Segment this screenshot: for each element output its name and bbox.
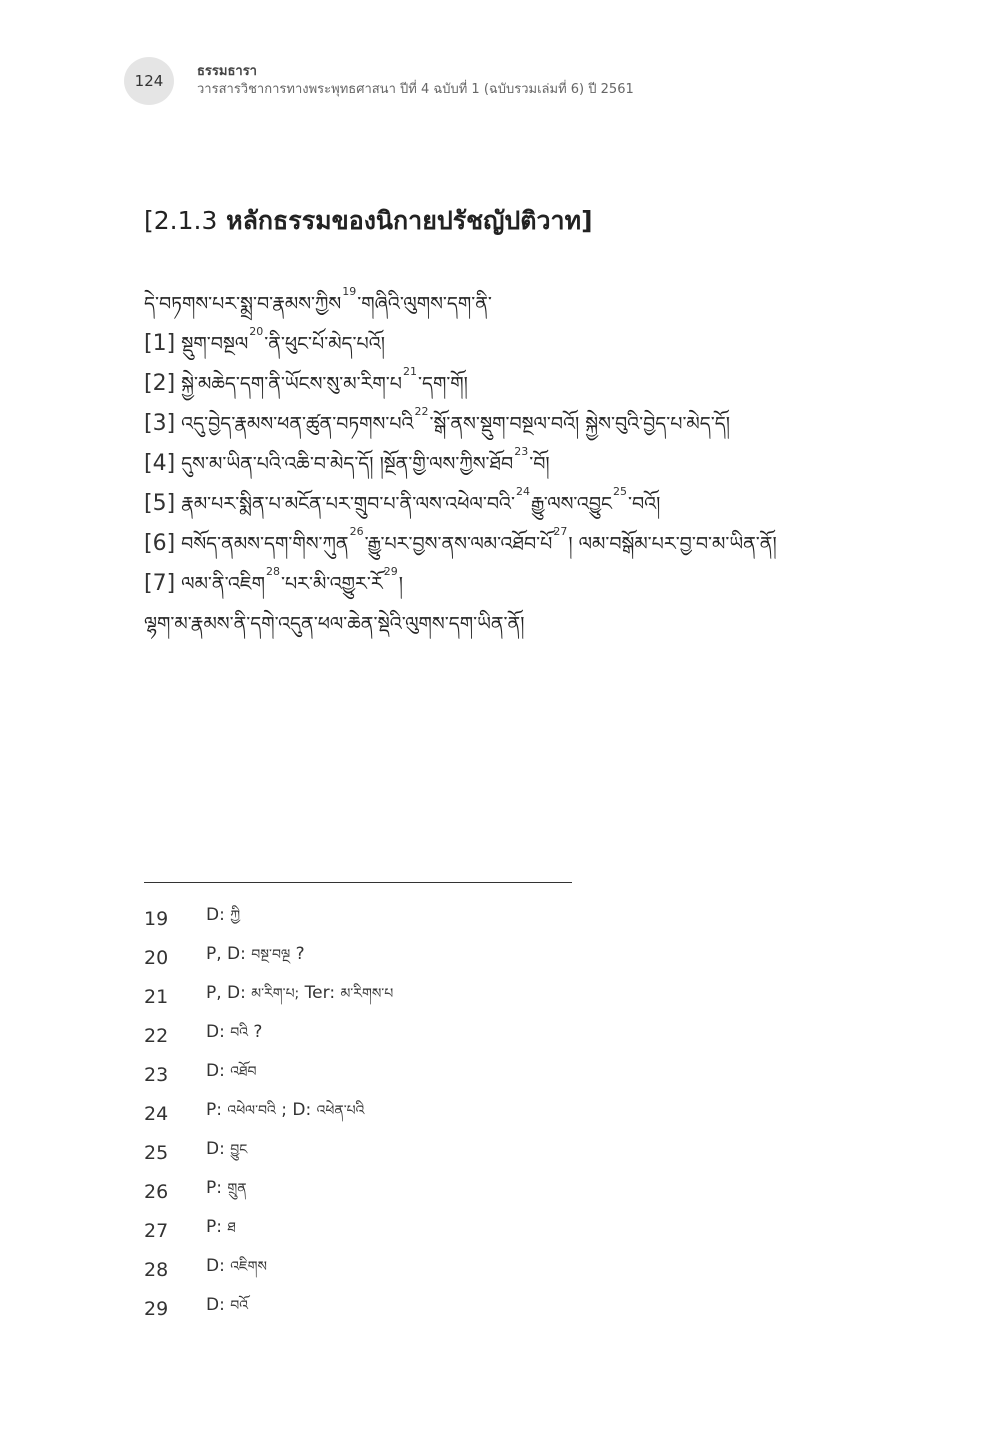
footnote-ref: 26 — [349, 525, 364, 538]
footnote-label: P, D: — [206, 982, 246, 1003]
text: དེ་བཏགས་པར་སྨྲ་བ་རྣམས་ཀྱིས — [144, 293, 342, 315]
body-line-7 — [144, 564, 864, 604]
text: ་གཞིའི་ལུགས་དག་ནི་ — [357, 293, 492, 315]
footnote-text: བྱུང — [230, 1141, 248, 1158]
footnote-ref: 22 — [414, 405, 429, 418]
footnote-number: 20 — [144, 946, 169, 969]
footnote-label: D: — [206, 1060, 225, 1081]
footnote — [144, 899, 393, 938]
footnote-suffix: ? — [248, 1021, 263, 1042]
footnote-number: 19 — [144, 907, 169, 930]
footnote-number: 28 — [144, 1258, 169, 1281]
footnote-divider — [144, 882, 572, 883]
body-line-4 — [144, 444, 864, 484]
text: ་བོ། — [529, 453, 550, 475]
body-line-6 — [144, 524, 864, 564]
section-title: หลักธรรมของนิกายปรัชญัปติวาท] — [226, 206, 593, 235]
body-line-5 — [144, 484, 864, 524]
footnote — [144, 1016, 393, 1055]
footnote-text: ཀྱི — [230, 907, 241, 924]
footnote-text: བའི — [230, 1024, 249, 1041]
footnote-number: 22 — [144, 1024, 169, 1047]
footnote-label: D: — [206, 1021, 225, 1042]
footnote-ref: 24 — [515, 485, 530, 498]
footnote-ref: 23 — [514, 445, 529, 458]
footnote-text: བའོ — [230, 1297, 249, 1314]
text: བསོད་ནམས་དག་གིས་ཀུན — [181, 533, 349, 555]
footnote-extra-label: Ter: — [299, 982, 336, 1003]
footnote — [144, 1172, 393, 1211]
journal-title: ธรรมธารา — [197, 64, 257, 79]
footnote-extra-text: མ་རིགས་པ — [340, 985, 394, 1002]
footnote-ref: 19 — [342, 285, 357, 298]
footnote-label: P: — [206, 1177, 222, 1198]
footnote-ref: 25 — [612, 485, 627, 498]
item-index: [1] — [144, 331, 176, 356]
text: ་པར་མི་འགྱུར་རོ — [280, 573, 383, 595]
footnote-ref: 29 — [383, 565, 398, 578]
item-index: [4] — [144, 451, 176, 476]
footnote-label: D: — [206, 904, 225, 925]
footnote-number: 23 — [144, 1063, 169, 1086]
footnote — [144, 1250, 393, 1289]
item-index: [2] — [144, 371, 176, 396]
footnote-number: 21 — [144, 985, 169, 1008]
text: ལམ་ནི་འཇིག — [181, 573, 265, 595]
footnote-ref: 21 — [402, 365, 417, 378]
footnote-ref: 27 — [553, 525, 568, 538]
footnote-text: འཐོབ — [230, 1063, 257, 1080]
footnote-ref: 20 — [249, 325, 264, 338]
section-number: [2.1.3 — [144, 206, 218, 235]
footnote-number: 29 — [144, 1297, 169, 1320]
section-heading — [144, 201, 593, 241]
tibetan-body — [144, 284, 864, 644]
text: རྣམ་པར་སྨིན་པ་མངོན་པར་གྲུབ་པ་ནི་ལས་འཕེལ་བའི་ — [181, 493, 515, 515]
item-index: [5] — [144, 491, 176, 516]
journal-subtitle: วารสารวิชาการทางพระพุทธศาสนา ปีที่ 4 ฉบับที่ 1 (ฉบับรวมเล่มที่ 6) ปี 2561 — [197, 82, 634, 97]
footnote-label: P: — [206, 1216, 222, 1237]
text: སྐྱེ་མཆེད་དག་ནི་ཡོངས་སུ་མ་རིག་པ — [181, 373, 402, 395]
footnote — [144, 1133, 393, 1172]
footnotes — [144, 899, 393, 1328]
body-line-intro — [144, 284, 864, 324]
text: ་དག་གོ། — [417, 373, 468, 395]
footnote-label: D: — [206, 1138, 225, 1159]
footnote-extra-text: འཕེན་པའི — [316, 1102, 365, 1119]
footnote — [144, 977, 393, 1016]
page-number-badge: 124 — [124, 57, 174, 105]
text: རྒྱུ་ལས་འབྱུང — [530, 493, 612, 515]
footnote-ref: 28 — [265, 565, 280, 578]
text: ་ནི་ཕུང་པོ་མེད་པའོ། — [264, 333, 385, 355]
body-line-3 — [144, 404, 864, 444]
body-line-1 — [144, 324, 864, 364]
footnote-label: P: — [206, 1099, 222, 1120]
footnote-number: 24 — [144, 1102, 169, 1125]
text: ། — [398, 573, 403, 595]
text: དུས་མ་ཡིན་པའི་འཆི་བ་མེད་དོ། །སྔོན་གྱི་ལས་ཀྱིས་ཐོབ — [181, 453, 514, 475]
footnote-extra-label: ; D: — [275, 1099, 312, 1120]
text: ་བའོ། — [627, 493, 661, 515]
footnote — [144, 1211, 393, 1250]
footnote-text: མ་རིག་པ; — [251, 985, 300, 1002]
running-header — [197, 64, 634, 99]
text: འདུ་བྱེད་རྣམས་ཕན་ཚུན་བཏགས་པའི — [181, 413, 414, 435]
footnote-number: 25 — [144, 1141, 169, 1164]
footnote-number: 27 — [144, 1219, 169, 1242]
footnote-label: P, D: — [206, 943, 246, 964]
item-index: [6] — [144, 531, 176, 556]
text: ་རྒྱུ་པར་བྱས་ནས་ལམ་འཐོབ་པོ — [364, 533, 553, 555]
footnote-number: 26 — [144, 1180, 169, 1203]
footnote — [144, 1094, 393, 1133]
item-index: [3] — [144, 411, 176, 436]
body-line-closing — [144, 604, 864, 644]
text: སྡུག་བསྔལ — [181, 333, 249, 355]
footnote-label: D: — [206, 1294, 225, 1315]
text: ་སྒོ་ནས་སྡུག་བསྔལ་བའོ། སྐྱེས་བུའི་བྱེད་པ་མེད་དོ། — [429, 413, 730, 435]
text: ། ལམ་བསྒོམ་པར་བྱ་བ་མ་ཡིན་ནོ། — [568, 533, 777, 555]
footnote-text: འཕེལ་བའི — [227, 1102, 276, 1119]
footnote-suffix: ? — [290, 943, 305, 964]
footnote-label: D: — [206, 1255, 225, 1276]
item-index: [7] — [144, 571, 176, 596]
footnote-text: འཇིགས — [230, 1258, 267, 1275]
footnote — [144, 1055, 393, 1094]
text: ལྷག་མ་རྣམས་ནི་དགེ་འདུན་ཕལ་ཆེན་སྡེའི་ལུགས་དག་ཡིན་ནོ། — [144, 613, 525, 635]
footnote — [144, 938, 393, 977]
footnote — [144, 1289, 393, 1328]
body-line-2 — [144, 364, 864, 404]
footnote-text: ཐ — [227, 1219, 236, 1236]
footnote-text: བསྔ་བལྔ — [251, 946, 291, 963]
footnote-text: གྲུན — [227, 1180, 247, 1197]
